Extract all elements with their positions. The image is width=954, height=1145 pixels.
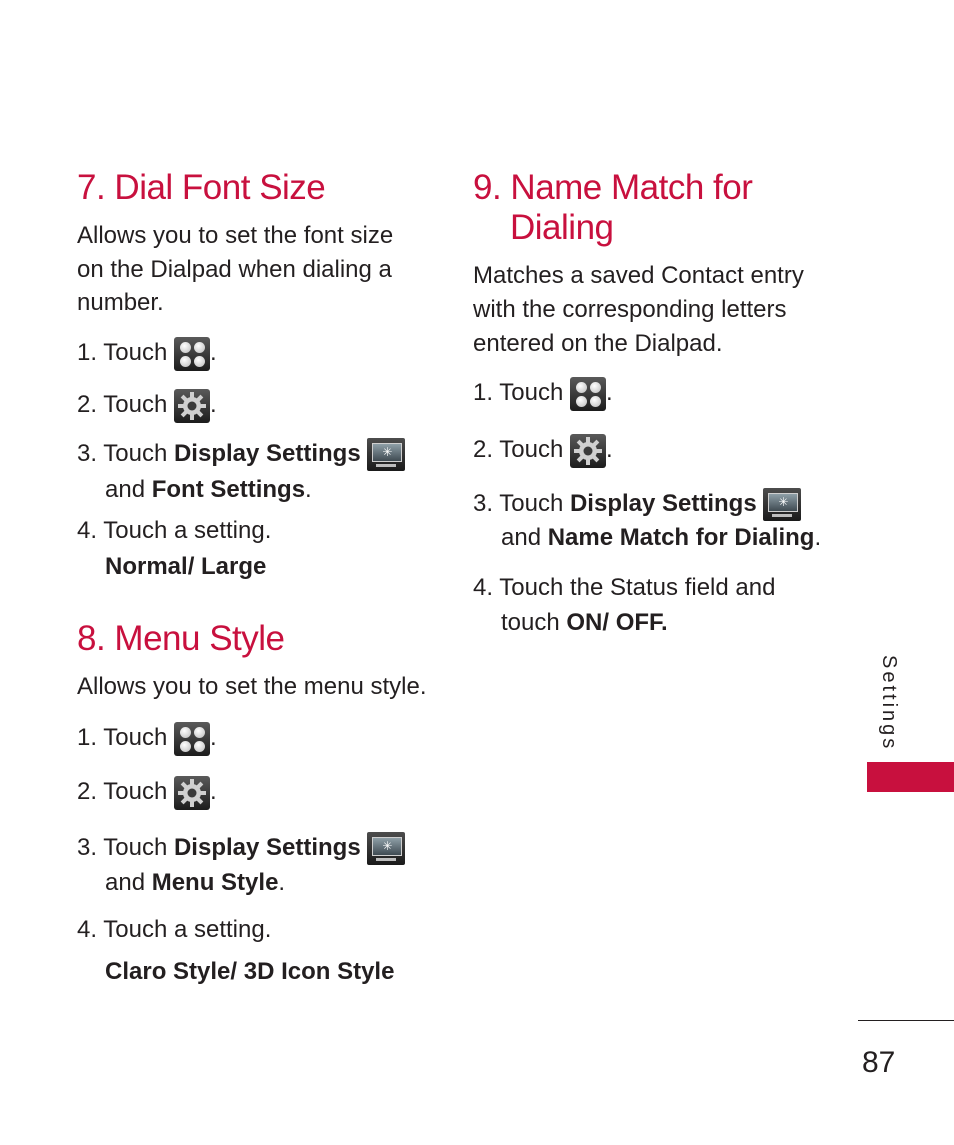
- period: .: [605, 436, 613, 463]
- name-match-desc-3: entered on the Dialpad.: [473, 330, 723, 357]
- period: .: [209, 724, 217, 751]
- menu-grid-icon: [174, 337, 210, 371]
- name-match-step-4: 4. Touch the Status field and: [473, 574, 776, 601]
- section-heading-dial-font-size: 7. Dial Font Size: [77, 168, 326, 207]
- period: .: [209, 778, 217, 805]
- display-settings-icon: ✳: [367, 832, 405, 865]
- dial-font-size-step-3b: [105, 473, 312, 507]
- name-match-step-2: [473, 433, 613, 468]
- name-match-step-3b: [501, 521, 821, 555]
- menu-grid-icon: [174, 722, 210, 756]
- side-tab-marker: [867, 762, 954, 792]
- menu-grid-icon: [570, 377, 606, 411]
- settings-gear-icon: [570, 434, 606, 468]
- step-text: 3. Touch: [77, 440, 168, 467]
- touch-text: touch: [501, 609, 560, 636]
- display-settings-icon: ✳: [367, 438, 405, 471]
- name-match-step-1: [473, 376, 613, 411]
- step-text: 1. Touch: [77, 724, 168, 751]
- name-match-desc-1: Matches a saved Contact entry: [473, 262, 804, 289]
- period: .: [209, 391, 217, 418]
- menu-style-step-2: [77, 775, 217, 810]
- display-settings-icon: ✳: [763, 488, 801, 521]
- name-match-desc-2: with the corresponding letters: [473, 296, 787, 323]
- menu-style-step-4: 4. Touch a setting.: [77, 916, 272, 943]
- menu-style-step-3: [77, 831, 405, 865]
- step-text: 2. Touch: [77, 391, 168, 418]
- display-settings-label: Display Settings: [173, 440, 361, 467]
- and-text: and: [501, 524, 542, 551]
- section-heading-name-match-line-1: 9. Name Match for: [473, 168, 753, 207]
- menu-style-options: Claro Style/ 3D Icon Style: [105, 958, 395, 985]
- dial-font-size-desc-2: on the Dialpad when dialing a: [77, 256, 392, 283]
- dial-font-size-desc-3: number.: [77, 289, 164, 316]
- section-heading-name-match-line-2: Dialing: [510, 208, 614, 247]
- name-match-label: Name Match for Dialing: [547, 524, 815, 551]
- menu-style-step-1: [77, 721, 217, 756]
- dial-font-size-step-2: [77, 388, 217, 423]
- step-text: 2. Touch: [77, 778, 168, 805]
- name-match-step-4b: [501, 606, 668, 640]
- footer-rule: [858, 1020, 954, 1021]
- step-text: 3. Touch: [473, 490, 564, 517]
- dial-font-size-desc-1: Allows you to set the font size: [77, 222, 394, 249]
- name-match-step-3: [473, 487, 801, 521]
- font-settings-label: Font Settings: [151, 476, 306, 503]
- settings-gear-icon: [174, 389, 210, 423]
- period: .: [209, 339, 217, 366]
- dial-font-size-step-3: [77, 437, 405, 471]
- step-text: 3. Touch: [77, 834, 168, 861]
- settings-gear-icon: [174, 776, 210, 810]
- menu-style-step-3b: [105, 866, 285, 900]
- menu-style-label: Menu Style: [151, 869, 279, 896]
- menu-style-desc: Allows you to set the menu style.: [77, 673, 427, 700]
- period: .: [605, 379, 613, 406]
- dial-font-size-options: Normal/ Large: [105, 553, 267, 580]
- period: .: [278, 869, 286, 896]
- on-off-label: ON/ OFF.: [566, 609, 668, 636]
- period: .: [305, 476, 312, 503]
- display-settings-label: Display Settings: [569, 490, 757, 517]
- display-settings-label: Display Settings: [173, 834, 361, 861]
- dial-font-size-step-4: 4. Touch a setting.: [77, 517, 272, 544]
- step-text: 1. Touch: [473, 379, 564, 406]
- step-text: 1. Touch: [77, 339, 168, 366]
- and-text: and: [105, 869, 146, 896]
- section-heading-menu-style: 8. Menu Style: [77, 619, 285, 658]
- side-tab-label: Settings: [878, 655, 900, 752]
- page-number: 87: [862, 1046, 896, 1079]
- dial-font-size-step-1: [77, 336, 217, 371]
- period: .: [814, 524, 822, 551]
- and-text: and: [105, 476, 146, 503]
- step-text: 2. Touch: [473, 436, 564, 463]
